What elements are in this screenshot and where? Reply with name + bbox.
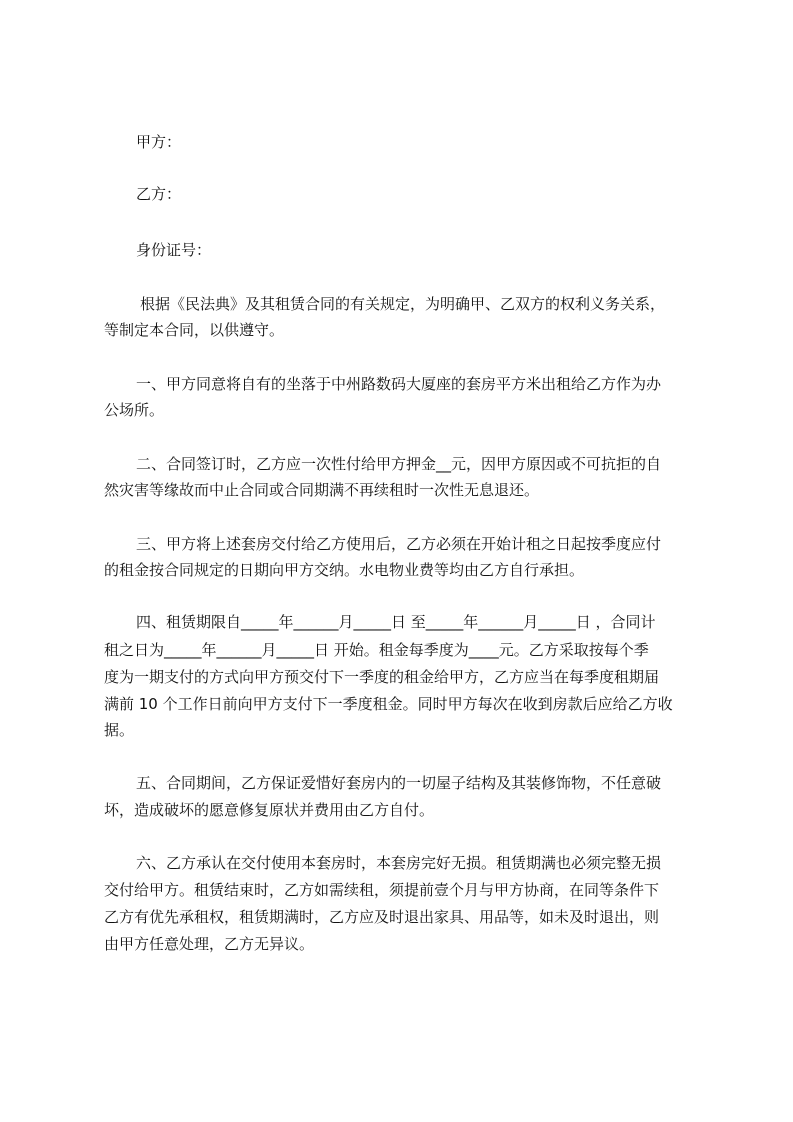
clause-2-line-1: 二、合同签订时，乙方应一次性付给甲方押金__元，因甲方原因或不可抗拒的自 — [136, 455, 662, 473]
party-a-label: 甲方： — [136, 133, 182, 151]
party-b-label: 乙方： — [136, 185, 182, 203]
clause-4-line-3: 度为一期支付的方式向甲方预交付下一季度的租金给甲方，乙方应当在每季度租期届 — [104, 668, 660, 686]
clause-6-line-4: 由甲方任意处理，乙方无异议。 — [104, 935, 315, 953]
clause-4-line-4: 满前 10 个工作日前向甲方支付下一季度租金。同时甲方每次在收到房款后应给乙方收 — [104, 695, 673, 713]
intro-line-1: 根据《民法典》及其租赁合同的有关规定，为明确甲、乙双方的权利义务关系， — [140, 295, 666, 313]
clause-4-line-2: 租之日为_____年______月_____日 开始。租金每季度为____元。乙方采取按每个季 — [104, 641, 649, 659]
clause-1-line-1: 一、甲方同意将自有的坐落于中州路数码大厦座的套房平方米出租给乙方作为办 — [136, 375, 662, 393]
clause-5-line-1: 五、合同期间，乙方保证爱惜好套房内的一切屋子结构及其装修饰物，不任意破 — [136, 774, 662, 792]
clause-6-line-1: 六、乙方承认在交付使用本套房时，本套房完好无损。租赁期满也必须完整无损 — [136, 854, 662, 872]
clause-6-line-3: 乙方有优先承租权，租赁期满时，乙方应及时退出家具、用品等，如未及时退出，则 — [104, 908, 660, 926]
clause-4-line-5: 据。 — [104, 721, 135, 739]
clause-4-line-1: 四、租赁期限自_____年______月_____日 至_____年______月_____日 ，合同计 — [136, 613, 656, 631]
clause-2-line-2: 然灾害等缘故而中止合同或合同期满不再续租时一次性无息退还。 — [104, 481, 540, 499]
clause-6-line-2: 交付给甲方。租赁结束时，乙方如需续租，须提前壹个月与甲方协商，在同等条件下 — [104, 881, 660, 899]
clause-3-line-1: 三、甲方将上述套房交付给乙方使用后，乙方必须在开始计租之日起按季度应付 — [136, 535, 662, 553]
clause-1-line-2: 公场所。 — [104, 401, 165, 419]
clause-5-line-2: 坏，造成破坏的愿意修复原状并费用由乙方自付。 — [104, 801, 435, 819]
clause-3-line-2: 的租金按合同规定的日期向甲方交纳。水电物业费等均由乙方自行承担。 — [104, 561, 585, 579]
intro-line-2: 等制定本合同，以供遵守。 — [104, 321, 285, 339]
id-number-label: 身份证号： — [136, 241, 212, 259]
